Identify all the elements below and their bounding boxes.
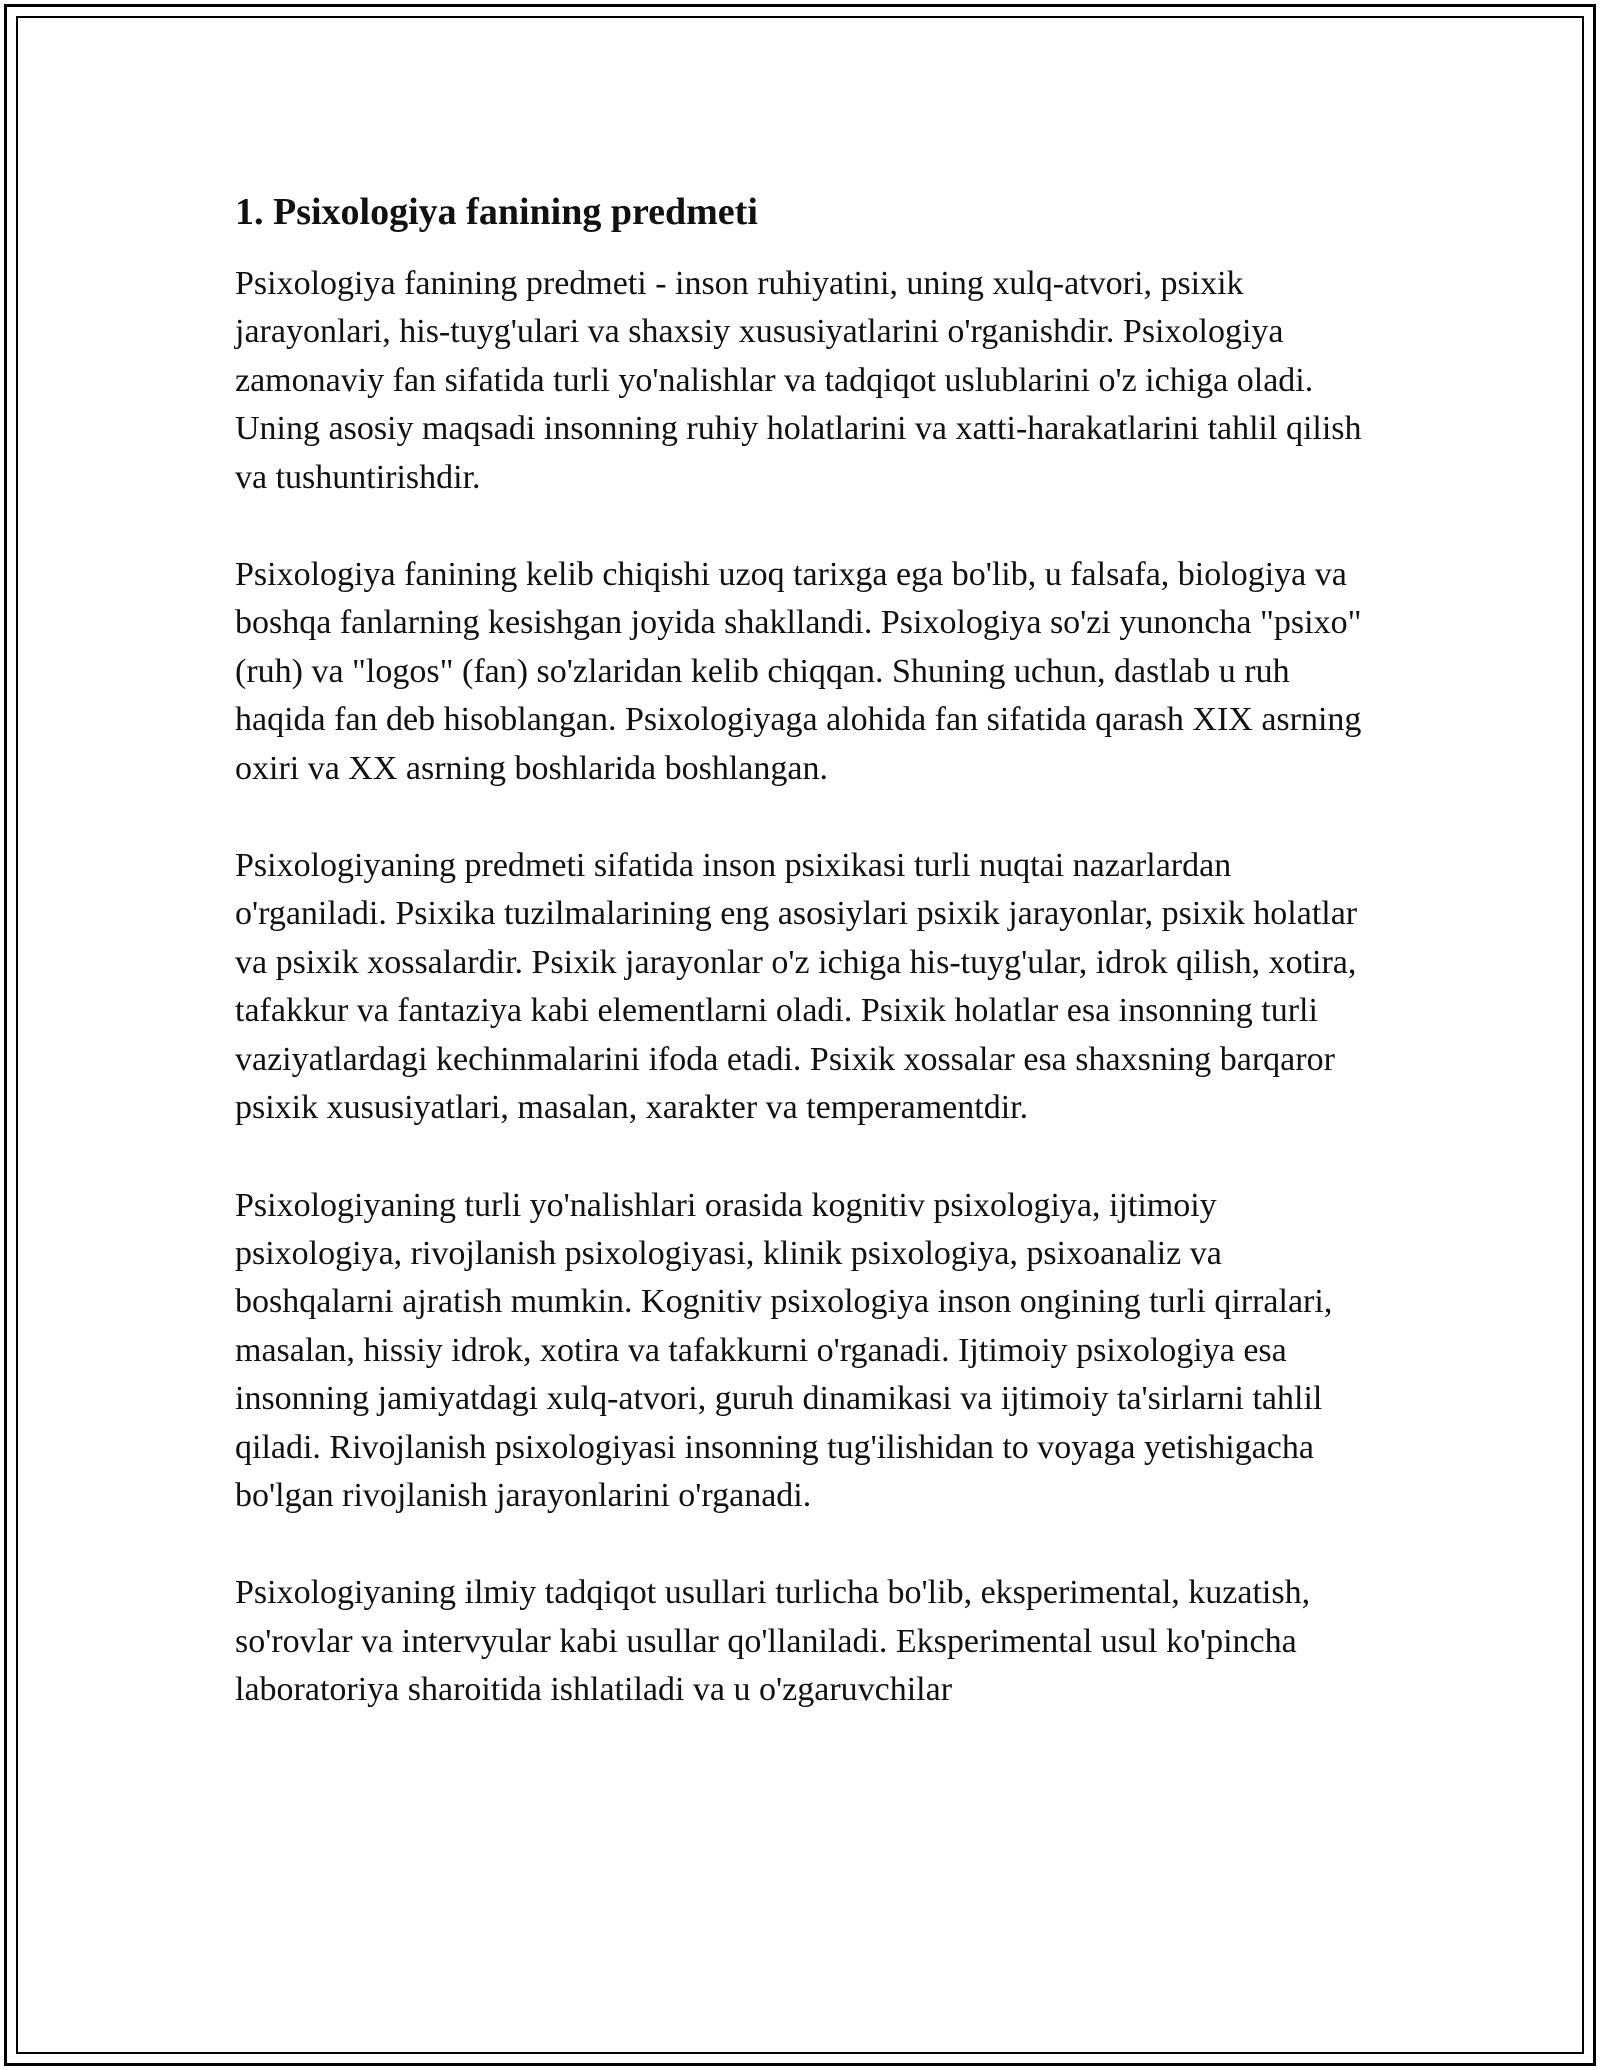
paragraph-2: Psixologiya fanining kelib chiqishi uzoq tarixga ega bo'lib, u falsafa, biologiya va boshqa fanlarning kesishgan joyida shakllandi. Psixologiya so'zi yunoncha "psixo" (ruh) va "logos" (fan) so'zlaridan kelib chiqqan. Shuning uchun, dastlab u ruh haqida fan deb hisoblangan. Psixologiyaga alohida fan sifatida qarash XIX asrning oxiri va XX asrning boshlarida boshlangan. [235,556,1362,787]
paragraph-3: Psixologiyaning predmeti sifatida inson psixikasi turli nuqtai nazarlardan o'rganiladi. Psixika tuzilmalarining eng asosiylari psixik jarayonlar, psixik holatlar va psixik xossalardir. Psixik jarayonlar o'z ichiga his-tuyg'ular, idrok qilish, xotira, tafakkur va fantaziya kabi elementlarni oladi. Psixik holatlar esa insonning turli vaziyatlardagi kechinmalarini ifoda etadi. Psixik xossalar esa shaxsning barqaror psixik xususiyatlari, masalan, xarakter va temperamentdir. [235,847,1358,1127]
paragraph-4: Psixologiyaning turli yo'nalishlari orasida kognitiv psixologiya, ijtimoiy psixologiya, rivojlanish psixologiyasi, klinik psixologiya, psixoanaliz va boshqalarni ajratish mumkin. Kognitiv psixologiya inson ongining turli qirralari, masalan, hissiy idrok, xotira va tafakkurni o'rganadi. Ijtimoiy psixologiya esa insonning jamiyatdagi xulq-atvori, guruh dinamikasi va ijtimoiy ta'sirlarni tahlil qiladi. Rivojlanish psixologiyasi insonning tug'ilishidan to voyaga yetishigacha bo'lgan rivojlanish jarayonlarini o'rganadi. [235,1186,1333,1514]
paragraph-1: Psixologiya fanining predmeti - inson ruhiyatini, uning xulq-atvori, psixik jarayonlari, his-tuyg'ulari va shaxsiy xususiyatlarini o'rganishdir. Psixologiya zamonaviy fan sifatida turli yo'nalishlar va tadqiqot uslublarini o'z ichiga oladi. Uning asosiy maqsadi insonning ruhiy holatlarini va xatti-harakatlarini tahlil qilish va tushuntirishdir. [235,265,1362,496]
section-heading: 1. Psixologiya fanining predmeti [235,191,758,233]
paragraph-5: Psixologiyaning ilmiy tadqiqot usullari turlicha bo'lib, eksperimental, kuzatish, so'rovlar va intervyular kabi usullar qo'llaniladi. Eksperimental usul ko'pincha laboratoriya sharoitida ishlatiladi va u o'zgaruvchilar [235,1574,1311,1709]
document-body [235,186,1375,1764]
